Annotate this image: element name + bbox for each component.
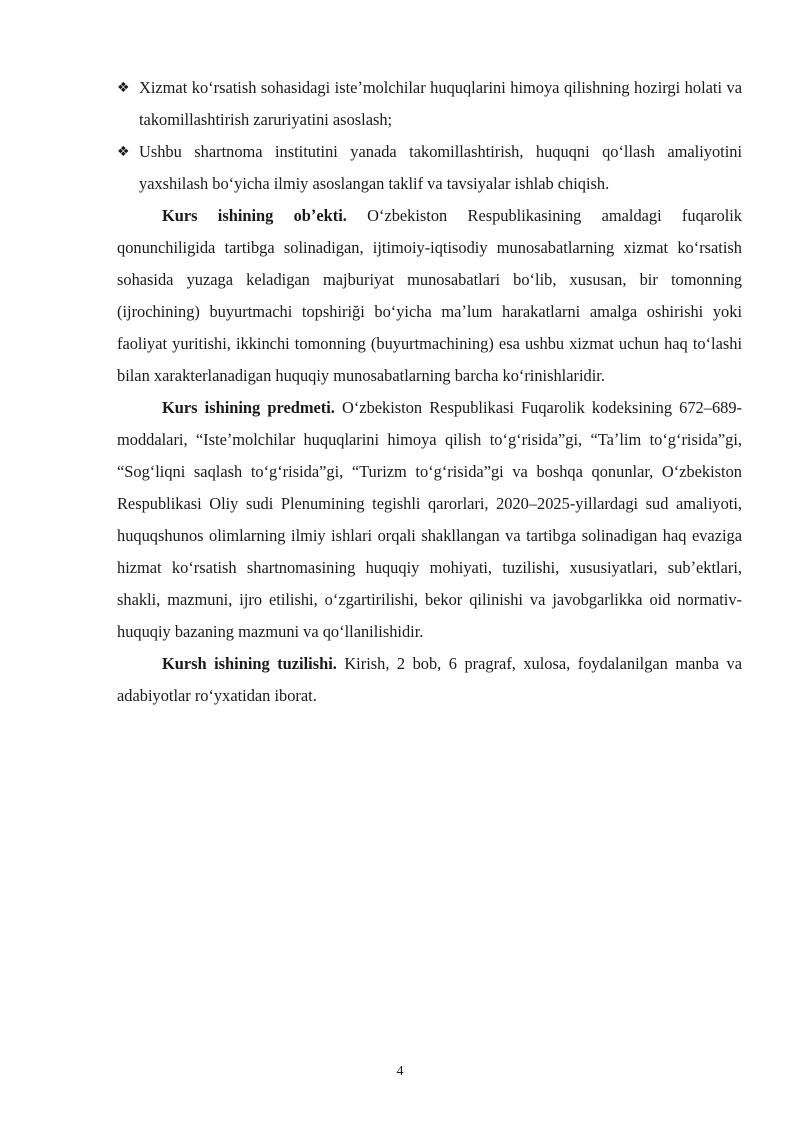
objective-text: Xizmat koʻrsatish sohasidagi isteʼmolchilar huquqlarini himoya qilishning hozirgi holati va takomillashtirish zaruriyatini asoslash; (139, 78, 742, 129)
structure-paragraph (117, 648, 742, 712)
page-number: 4 (396, 1064, 404, 1079)
subject-paragraph (117, 392, 742, 648)
object-paragraph (117, 200, 742, 392)
object-heading: Kurs ishining obʼekti. (162, 206, 347, 225)
objective-text: Ushbu shartnoma institutini yanada takomillashtirish, huquqni qoʻllash amaliyotini yaxshilash boʻyicha ilmiy asoslangan taklif va tavsiyalar ishlab chiqish. (139, 142, 742, 193)
subject-heading: Kurs ishining predmeti. (162, 398, 335, 417)
structure-heading: Kursh ishining tuzilishi. (162, 654, 337, 673)
document-page (117, 72, 742, 712)
structure-text: Kirish, 2 bob, 6 pragraf, xulosa, foydalanilgan manba va adabiyotlar roʻyxatidan iborat. (117, 654, 742, 705)
diamond-bullet-icon: ❖ (117, 144, 130, 160)
diamond-bullet-icon: ❖ (117, 80, 130, 96)
subject-text: Oʻzbekiston Respublikasi Fuqarolik kodeksining 672–689-moddalari, “Isteʼmolchilar huquqlarini himoya qilish toʻgʻrisida”gi, “Taʼlim toʻgʻrisida”gi, “Sogʻliqni saqlash toʻgʻrisida”gi, “Turizm toʻgʻrisida”gi va boshqa qonunlar, Oʻzbekiston Respublikasi Oliy sudi Plenumining tegishli qarorlari, 2020–2025-yillardagi sud amaliyoti, huquqshunos olimlarning ilmiy ishlari orqali shakllangan va tartibga solinadigan haq evaziga hizmat koʻrsatish shartnomasining huquqiy mohiyati, tuzilishi, xususiyatlari, subʼektlari, shakli, mazmuni, ijro etilishi, oʻzgartirilishi, bekor qilinishi va javobgarlikka oid normativ-huquqiy bazaning mazmuni va qoʻllanilishidir. (117, 398, 742, 641)
objective-list-item (117, 136, 742, 200)
objective-list-item (117, 72, 742, 136)
object-text: Oʻzbekiston Respublikasining amaldagi fuqarolik qonunchiligida tartibga solinadigan, ijtimoiy-iqtisodiy munosabatlarning xizmat koʻrsatish sohasida yuzaga keladigan majburiyat munosabatlari boʻlib, xususan, bir tomonning (ijrochining) buyurtmachi topshiriği boʻyicha maʼlum harakatlarni amalga oshirishi yoki faoliyat yuritishi, ikkinchi tomonning (buyurtmachining) esa ushbu xizmat uchun haq toʻlashi bilan xarakterlanadigan huquqiy munosabatlarning barcha koʻrinishlaridir. (117, 206, 742, 385)
